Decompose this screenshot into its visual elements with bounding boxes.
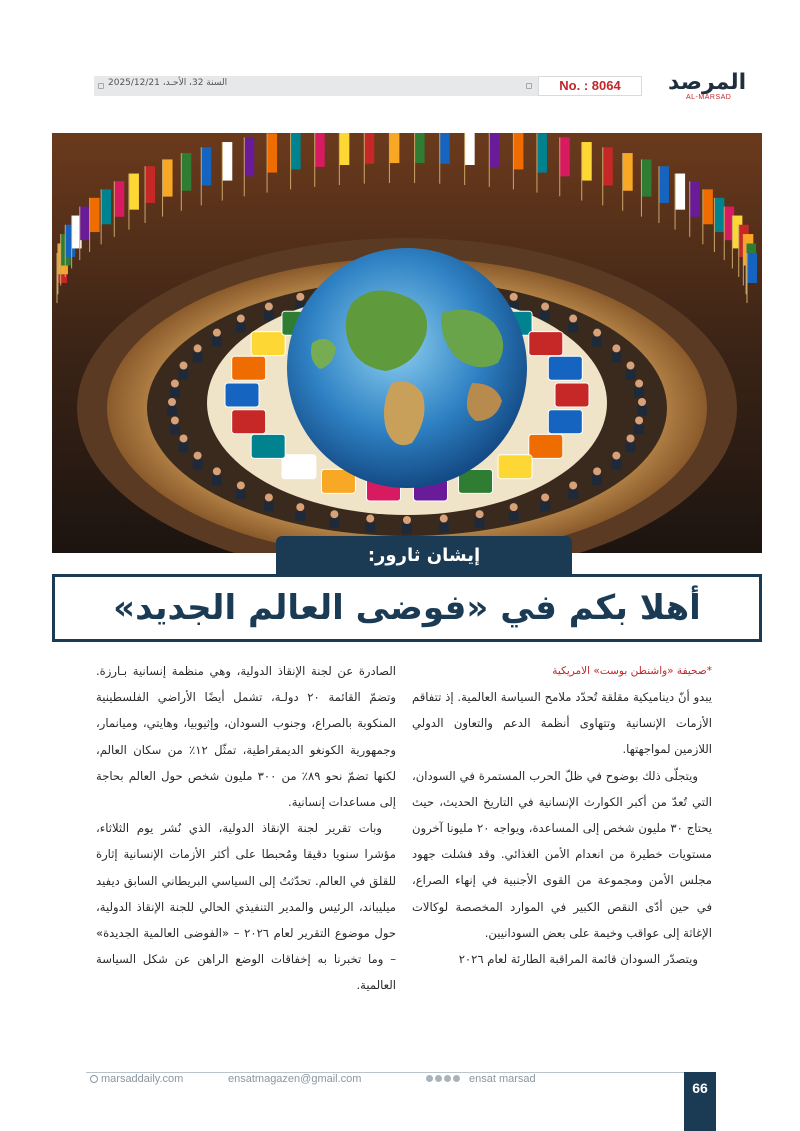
person-body (167, 406, 177, 416)
person-head (626, 434, 634, 442)
person-body (634, 388, 644, 398)
flag-shape (181, 153, 191, 191)
flag-shape (163, 159, 173, 196)
person-head (213, 329, 221, 337)
paragraph: ويتجلّى ذلك بوضوح في ظلّ الحرب المستمرة في السودان، التي تُعدّ من أكبر الكوارث الإنسانية في التاريخ الحديث، حيث يحتاج ٣٠ مليون شخص إلى المساعدة، ويواجه ٢٠ مليونا آخرون مستويات خطيرة من انعدام الأمن الغذائي. وقد فشلت جهود مجلس الأمن ومجموعة من القوى الأجنبية في إنهاء الصراع، في حين أدّى النقص الكبير في الموارد المخصصة لوكالات الإغاثة إلى عواقب وخيمة على بعض السودانيين. (412, 768, 712, 940)
puzzle-piece (225, 383, 259, 407)
puzzle-piece (498, 455, 532, 479)
person-body (592, 475, 602, 485)
puzzle-piece (232, 410, 266, 434)
puzzle-piece (548, 410, 582, 434)
person-head (593, 329, 601, 337)
puzzle-piece (548, 356, 582, 380)
flag-shape (222, 142, 232, 181)
person-body (170, 424, 180, 434)
flag-shape (690, 181, 700, 217)
issue-number: No. : 8064 (538, 76, 642, 96)
flag-shape (129, 174, 139, 210)
puzzle-piece (232, 356, 266, 380)
person-body (236, 489, 246, 499)
puzzle-piece (529, 434, 563, 458)
person-body (264, 311, 274, 321)
person-body (625, 370, 635, 380)
paragraph: ويتصدّر السودان قائمة المراقبة الطارئة لعام ٢٠٢٦ (458, 952, 698, 967)
person-head (296, 503, 304, 511)
person-head (213, 467, 221, 475)
person-body (634, 424, 644, 434)
article-column-right (412, 658, 712, 972)
flag-shape (603, 147, 613, 185)
person-body (212, 337, 222, 347)
flag-shape (291, 133, 301, 169)
flag-shape (201, 147, 211, 185)
person-body (637, 406, 647, 416)
person-body (193, 460, 203, 470)
person-body (295, 511, 305, 521)
person-body (509, 511, 519, 521)
flag-shape (80, 207, 90, 241)
flag-shape (315, 133, 325, 167)
flag-shape (714, 198, 724, 232)
flag-shape (513, 133, 523, 169)
person-head (194, 452, 202, 460)
puzzle-piece (251, 332, 285, 356)
person-body (179, 370, 189, 380)
person-head (403, 516, 411, 524)
flag-shape (747, 253, 757, 283)
person-body (592, 337, 602, 347)
author-label: إيشان ثارور: (276, 536, 572, 576)
person-body (264, 501, 274, 511)
flag-shape (114, 181, 124, 217)
person-head (237, 315, 245, 323)
footer-website[interactable]: marsaddaily.com (101, 1073, 184, 1085)
paragraph: الصادرة عن لجنة الإنقاذ الدولية، وهي منظمة إنسانية بـارزة. وتضمّ القائمة ٢٠ دولـة، تشمل أيضًا الأراضي الفلسطينية المنكوبة بالصراع، وجنوب السودان، وإثيوبيا، وهايتي، وميانمار، وجمهورية الكونغو الديمقراطية، تمثّل ١٢٪ من سكان العالم، لكنها تضمّ نحو ٨٩٪ من ٣٠٠ مليون شخص حول العالم بحاجة إلى مساعدات إنسانية. (96, 664, 397, 810)
person-head (635, 416, 643, 424)
page-number: 66 (684, 1072, 716, 1131)
person-head (638, 398, 646, 406)
person-head (194, 344, 202, 352)
flag-shape (537, 133, 547, 172)
person-body (611, 460, 621, 470)
person-head (541, 303, 549, 311)
flag-shape (415, 133, 425, 163)
magazine-logo (668, 70, 788, 104)
puzzle-piece (251, 434, 285, 458)
footer-social-handle: ensat marsad (469, 1073, 536, 1085)
paragraph: وبات تقرير لجنة الإنقاذ الدولية، الذي نُشر يوم الثلاثاء، مؤشرا سنويا دقيقا ومُحبطا على أكثر الأزمات الإنسانية إثارة للقلق في العالم. تحدّثتُ إلى السياسي البريطاني السابق ديفيد ميليباند، الرئيس والمدير التنفيذي الحالي للجنة الإنقاذ الدولية، حول موضوع التقرير لعام ٢٠٢٦ – «الفوضى العالمية الجديدة» – وما تخبرنا به إخفاقات الوضع الراهن عن شكل السياسة العالمية. (96, 821, 396, 993)
person-head (265, 493, 273, 501)
person-head (366, 515, 374, 523)
person-head (330, 510, 338, 518)
person-body (540, 311, 550, 321)
person-body (402, 524, 412, 534)
flag-shape (489, 133, 499, 167)
person-head (593, 467, 601, 475)
flag-shape (465, 133, 475, 165)
person-head (569, 481, 577, 489)
flag-shape (560, 137, 570, 176)
flag-shape (90, 198, 100, 232)
facebook-icon[interactable] (426, 1075, 433, 1082)
person-head (510, 503, 518, 511)
flag-shape (623, 153, 633, 191)
paragraph: يبدو أنّ ديناميكية مقلقة تُحدّد ملامح السياسة العالمية. إذ تتفاقم الأزمات الإنسانية وتتهاوى أنظمة الدعم والتعاون الدولي اللازمين لمواجهتها. (412, 690, 712, 757)
flag-shape (145, 166, 155, 203)
person-body (179, 442, 189, 452)
person-head (180, 434, 188, 442)
person-body (212, 475, 222, 485)
person-head (612, 452, 620, 460)
globe-icon (90, 1075, 98, 1083)
flag-shape (244, 137, 254, 176)
puzzle-piece (282, 455, 316, 479)
flag-shape (389, 133, 399, 163)
article-title: أهلا بكم في «فوضى العالم الجديد» (113, 588, 701, 628)
flag-shape (703, 189, 713, 224)
person-body (193, 352, 203, 362)
flag-shape (339, 133, 349, 165)
person-body (568, 323, 578, 333)
person-body (439, 523, 449, 533)
person-head (569, 315, 577, 323)
flag-shape (101, 189, 111, 224)
person-body (540, 501, 550, 511)
person-head (180, 362, 188, 370)
article-source: *صحيفة «واشنطن بوست» الامريكية (552, 665, 712, 677)
bar-dot-icon (526, 83, 532, 89)
person-head (612, 344, 620, 352)
person-body (236, 323, 246, 333)
person-head (510, 293, 518, 301)
person-body (170, 388, 180, 398)
person-head (168, 398, 176, 406)
article-column-left (96, 658, 396, 999)
logo-subtitle: AL-MARSAD (686, 94, 732, 101)
person-body (365, 523, 375, 533)
person-body (611, 352, 621, 362)
bar-dot-icon (98, 83, 104, 89)
person-head (476, 510, 484, 518)
hero-image (52, 133, 762, 553)
flag-shape (659, 166, 669, 203)
flag-shape (582, 142, 592, 181)
flag-shape (440, 133, 450, 164)
person-head (265, 303, 273, 311)
person-head (626, 362, 634, 370)
puzzle-piece (555, 383, 589, 407)
person-body (475, 518, 485, 528)
social-icons (426, 1075, 460, 1082)
person-body (329, 518, 339, 528)
person-head (635, 380, 643, 388)
puzzle-piece (529, 332, 563, 356)
flag-shape (641, 159, 651, 196)
person-head (171, 380, 179, 388)
title-box (52, 574, 762, 642)
flag-shape (675, 174, 685, 210)
flag-shape (364, 133, 374, 164)
person-head (440, 515, 448, 523)
issue-date: السنة 32، الأحـد، 2025/12/21 (108, 78, 228, 88)
twitter-icon[interactable] (435, 1075, 442, 1082)
instagram-icon[interactable] (444, 1075, 451, 1082)
youtube-icon[interactable] (453, 1075, 460, 1082)
person-head (171, 416, 179, 424)
person-head (541, 493, 549, 501)
person-body (625, 442, 635, 452)
person-head (296, 293, 304, 301)
person-head (237, 481, 245, 489)
flag-shape (267, 133, 277, 172)
person-body (568, 489, 578, 499)
logo-text: المرصد (668, 70, 747, 95)
footer-email[interactable]: ensatmagazen@gmail.com (228, 1073, 362, 1085)
